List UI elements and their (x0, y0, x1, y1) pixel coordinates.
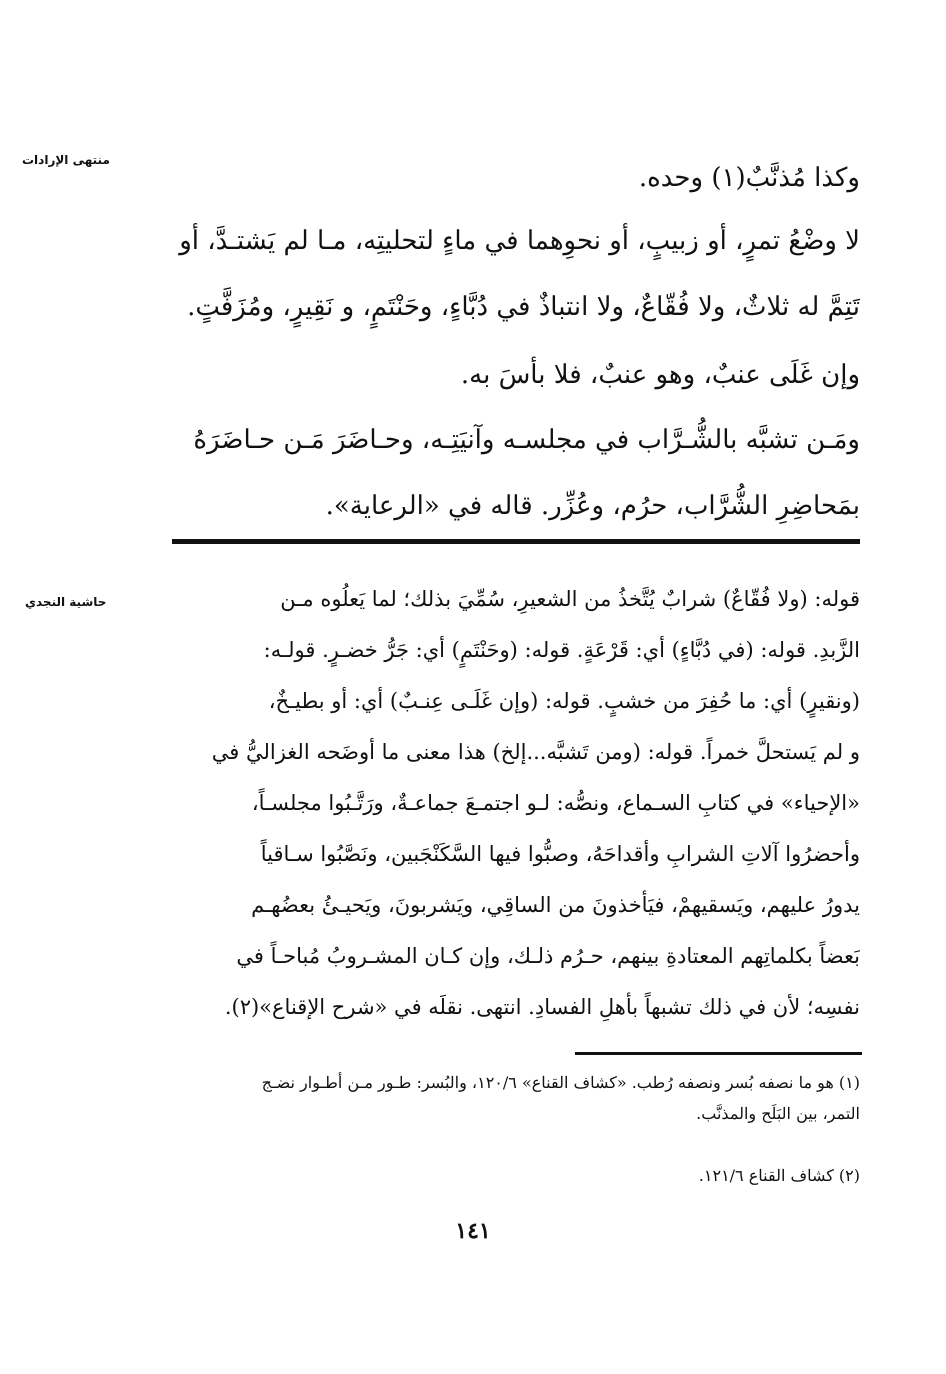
footnote (165, 1160, 860, 1191)
commentary-line: نفسِه؛ لأن في ذلك تشبهاً بأهلِ الفسادِ. انتهى. نقلَه في «شرح الإقناع»(٢). (224, 995, 860, 1019)
main-text (165, 145, 860, 211)
commentary-line: بَعضاً بكلماتِهم المعتادةِ بينهم، حـرُم ذلـك، وإن كـان المشـروبُ مُباحـاً في (236, 944, 860, 968)
commentary-line: و لم يَستحلَّ خمراً. قوله: (ومن تَشبَّه...إلخ) هذا معنى ما أوضَحه الغزاليُّ في (211, 740, 860, 764)
main-text-line: وكذا مُذنَّبٌ(١) وحده. (638, 163, 860, 193)
commentary-text (165, 574, 860, 1033)
main-text-line: ومَـن تشبَّه بالشُّـرَّاب في مجلسـه وآنيَتِـه، وحـاضَرَ مَـن حـاضَرَهُ (193, 425, 860, 455)
commentary-line: قوله: (ولا فُقّاعٌ) شرابٌ يُتَّخذُ من الشعيرِ، سُمِّيَ بذلك؛ لما يَعلُوه مـن (280, 587, 860, 611)
page-number: ١٤١ (455, 1218, 491, 1244)
footnote-line: (١) هو ما نصفه بُسر ونصفه رُطب. «كشاف القناع» ١٢٠/٦، والبُسر: طـور مـن أطـوار نضـج (261, 1073, 860, 1092)
section-divider (172, 539, 860, 544)
main-text-line: تَتِمَّ له ثلاثٌ، ولا فُقّاعٌ، ولا انتباذٌ في دُبَّاءٍ، وحَنْتَمٍ، و نَقِيرٍ، ومُزَفَّتٍ. (187, 292, 860, 322)
running-header-commentary-title: حاشية النجدي (25, 595, 107, 609)
footnote (165, 1067, 860, 1129)
main-text (165, 342, 860, 408)
footnote-line: التمر، بين البَلَح والمذنَّب. (696, 1104, 860, 1123)
commentary-line: وأحضرُوا آلاتِ الشرابِ وأقداحَهُ، وصبُّوا فيها السَّكَنْجَبين، ونَصَّبُوا سـاقياً (260, 842, 860, 866)
commentary-line: يدورُ عليهم، ويَسقيهمْ، فيَأخذونَ من الساقِي، ويَشربونَ، ويَحيـئُ بعضُهـم (251, 893, 860, 917)
commentary-line: (ونقيرٍ) أي: ما حُفِرَ من خشبٍ. قوله: (وإن غَلَـى عِنـبٌ) أي: أو بطيـخٌ، (268, 689, 860, 713)
running-header-book-title: منتهى الإرادات (22, 153, 110, 167)
footnote-divider (575, 1052, 862, 1055)
commentary-line: «الإحياء» في كتابِ السـماع، ونصُّه: لـو اجتمـعَ جماعـةٌ، ورَتَّـبُوا مجلسـاً، (251, 791, 860, 815)
main-text (165, 208, 860, 340)
commentary-line: الزَّبدِ. قوله: (في دُبَّاءٍ) أي: قَرْعَةٍ. قوله: (وحَنْتَمٍ) أي: جَرُّ خضـرٍ. قولـه: (263, 638, 860, 662)
footnote-line: (٢) كشاف القناع ١٢١/٦. (698, 1166, 860, 1185)
main-text (165, 407, 860, 539)
main-text-line: بمَحاضِرِ الشُّرَّاب، حرُم، وعُزِّر. قاله في «الرعاية». (325, 491, 860, 521)
main-text-line: وإن غَلَى عنبٌ، وهو عنبٌ، فلا بأسَ به. (460, 360, 860, 390)
main-text-line: لا وضْعُ تمرٍ، أو زبيبٍ، أو نحوِهما في ماءٍ لتحليتِه، مـا لم يَشتـدَّ، أو (179, 226, 860, 256)
